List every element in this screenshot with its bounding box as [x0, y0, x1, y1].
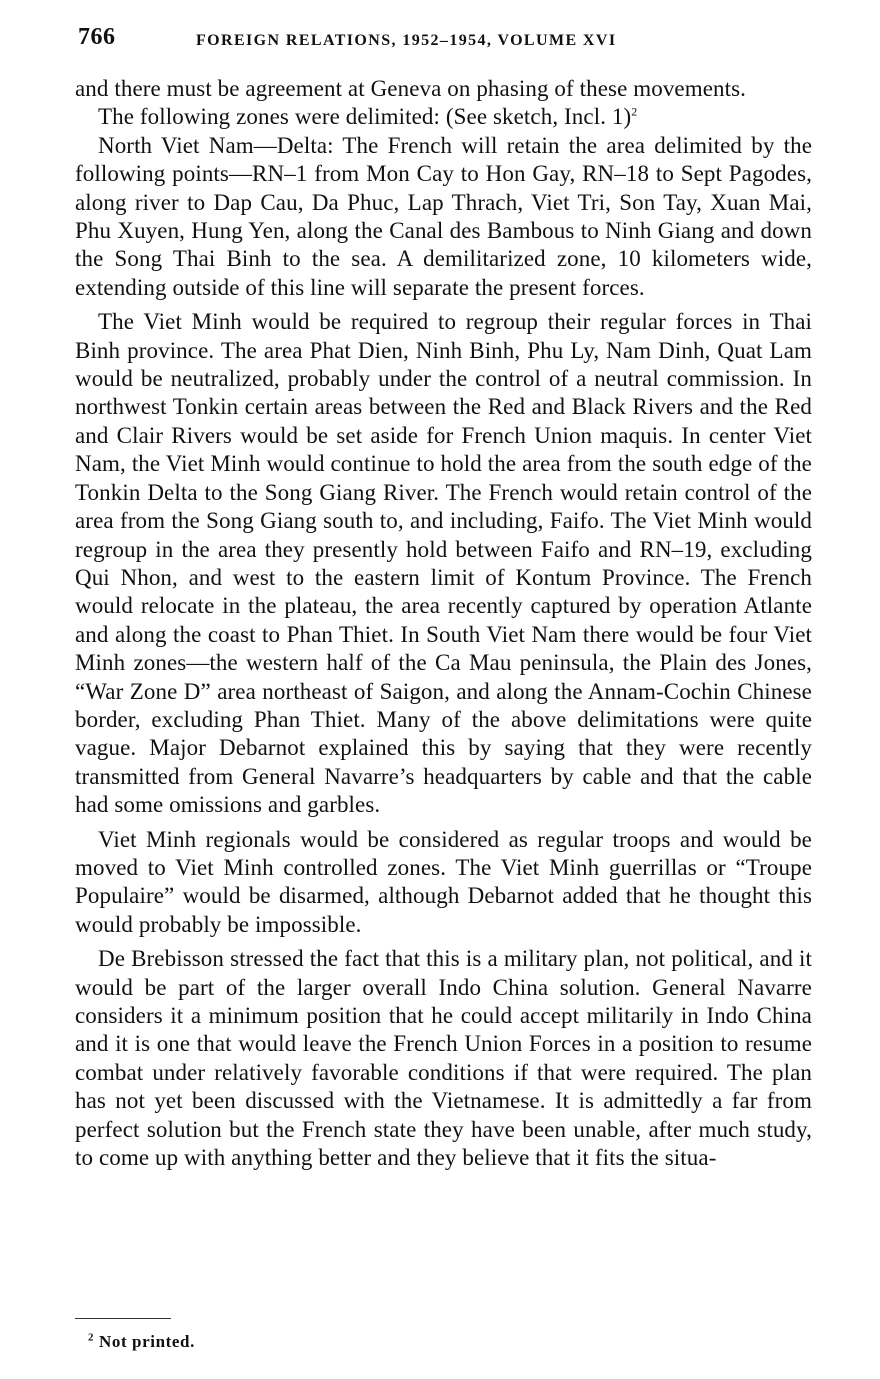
footnote: [88, 1332, 195, 1352]
footnote-reference[interactable]: 2: [631, 104, 638, 119]
paragraph-zones-intro-text: The following zones were delimited: (See sketch, Incl. 1): [98, 104, 632, 130]
page-header: [78, 24, 808, 60]
paragraph-continued: and there must be agreement at Geneva on phasing of these movements.: [75, 76, 747, 101]
page-number: 766: [78, 24, 116, 50]
footnote-text: Not printed.: [98, 1332, 195, 1351]
paragraph-de-brebisson: De Brebisson stressed the fact that this is a military plan, not political, and it would be part of the larger overall Indo China solution. General Navarre considers it a minimum position that he could accept militarily in Indo China and it is one that would leave the French Union Forces in a position to resume combat under relatively favorable conditions if that were required. The plan has not yet been discussed with the Vietnamese. It is admittedly a far from perfect solution but the French state they have been unable, after much study, to come up with anything better and they believe that it fits the situa-: [75, 946, 812, 1171]
running-head: FOREIGN RELATIONS, 1952–1954, VOLUME XVI: [196, 32, 617, 49]
footnote-marker: 2: [88, 1331, 95, 1344]
paragraph-north-delta: North Viet Nam—Delta: The French will retain the area delimited by the following points—RN–1 from Mon Cay to Hon Gay, RN–18 to Sept Pagodes, along river to Dap Cau, Da Phuc, Lap Thrach, Viet Tri, Son Tay, Xuan Mai, Phu Xuyen, Hung Yen, along the Canal des Bambous to Ninh Giang and down the Song Thai Binh to the sea. A demilitarized zone, 10 kilometers wide, extending outside of this line will separate the present forces.: [75, 132, 812, 300]
paragraph-regionals: Viet Minh regionals would be considered as regular troops and would be moved to Viet Minh controlled zones. The Viet Minh guerrillas or “Troupe Populaire” would be disarmed, although Debarnot added that he thought this would probably be impossible.: [75, 826, 812, 937]
footnote-divider: [75, 1318, 171, 1319]
paragraph-zones-intro: [75, 103, 812, 131]
paragraph-viet-minh-regroup: The Viet Minh would be required to regroup their regular forces in Thai Binh province. The area Phat Dien, Ninh Binh, Phu Ly, Nam Dinh, Quat Lam would be neutralized, probably under the control of a neutral commission. In northwest Tonkin certain areas between the Red and Black Rivers and the Red and Clair Rivers would be set aside for French Union maquis. In center Viet Nam, the Viet Minh would continue to hold the area from the south edge of the Tonkin Delta to the Song Giang River. The French would retain control of the area from the Song Giang south to, and including, Faifo. The Viet Minh would regroup in the area they presently hold between Faifo and RN–19, excluding Qui Nhon, and west to the eastern limit of Kontum Province. The French would relocate in the plateau, the area recently captured by operation Atlante and along the coast to Phan Thiet. In South Viet Nam there would be four Viet Minh zones—the western half of the Ca Mau peninsula, the Plain des Jones, “War Zone D” area northeast of Saigon, and along the Annam-Cochin Chinese border, excluding Phan Thiet. Many of the above delimitations were quite vague. Major Debarnot explained this by saying that they were recently transmitted from General Navarre’s headquarters by cable and that the cable had some omissions and garbles.: [75, 309, 812, 818]
body-text: [75, 75, 812, 1172]
